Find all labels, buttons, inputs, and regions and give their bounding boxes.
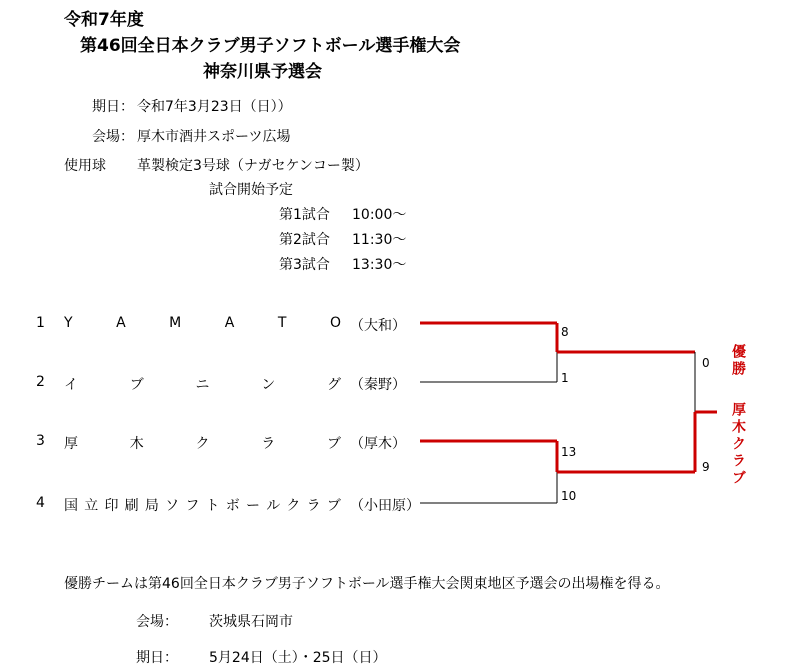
schedule-title: 試合開始予定 — [209, 182, 293, 198]
team-name-char: ラ — [306, 498, 321, 514]
team-name-char: ク — [195, 436, 210, 452]
team-name-char: M — [169, 315, 182, 331]
team-4-area: （小田原） — [350, 498, 420, 514]
score-final-bottom: 9 — [702, 460, 710, 474]
team-name-char: 刷 — [124, 498, 139, 514]
team-name-char: O — [329, 315, 341, 331]
ball-value: 革製検定3号球（ナガセケンコー製） — [137, 158, 369, 174]
team-2-area: （秦野） — [350, 377, 406, 393]
score-r1-bot-team4: 10 — [561, 489, 577, 503]
next-date-label: 期日： — [136, 650, 178, 666]
team-name-char: ブ — [326, 498, 341, 514]
team-name-char: 印 — [104, 498, 119, 514]
score-r1-bot-team3: 13 — [561, 445, 577, 459]
team-3-name — [64, 433, 341, 453]
team-name-char: ル — [266, 498, 281, 514]
team-2-name — [64, 374, 341, 394]
score-r1-top-team1: 8 — [561, 325, 569, 339]
team-4-name — [64, 495, 341, 515]
title-year: 令和7年度 — [64, 10, 144, 30]
team-name-char: ニ — [195, 377, 210, 393]
game-2-label: 第2試合 — [279, 232, 330, 248]
score-final-top: 0 — [702, 356, 710, 370]
game-1-label: 第1試合 — [279, 207, 330, 223]
team-name-char: ブ — [129, 377, 144, 393]
team-1-area: （大和） — [350, 318, 406, 334]
team-name-char: 局 — [144, 498, 159, 514]
team-name-char: ボ — [225, 498, 240, 514]
score-r1-top-team2: 1 — [561, 371, 569, 385]
team-name-char: ン — [261, 377, 276, 393]
team-name-char: ソ — [165, 498, 180, 514]
team-2-seed: 2 — [36, 374, 45, 390]
team-name-char: 立 — [84, 498, 99, 514]
game-2-time: 11:30〜 — [352, 232, 407, 248]
team-name-char: グ — [327, 377, 341, 393]
team-1-seed: 1 — [36, 315, 45, 331]
winner-label: 優勝 — [730, 344, 746, 378]
game-3-time: 13:30〜 — [352, 257, 407, 273]
ball-label: 使用球 — [64, 158, 106, 174]
team-name-char: フ — [185, 498, 200, 514]
team-name-char: Y — [64, 315, 73, 331]
team-name-char: ブ — [327, 436, 341, 452]
winner-name: 厚木クラブ — [730, 402, 746, 487]
next-date-value: 5月24日（土）・25日（日） — [209, 650, 387, 666]
team-3-seed: 3 — [36, 433, 45, 449]
team-name-char: 木 — [129, 436, 144, 452]
next-venue-label: 会場： — [136, 614, 178, 630]
game-1-time: 10:00〜 — [352, 207, 407, 223]
team-name-char: ク — [286, 498, 301, 514]
team-name-char: A — [224, 315, 235, 331]
game-3-label: 第3試合 — [279, 257, 330, 273]
team-name-char: ー — [245, 498, 260, 514]
team-name-char: A — [116, 315, 126, 331]
team-4-seed: 4 — [36, 495, 45, 511]
team-name-char: 厚 — [64, 436, 78, 452]
title-qualifier: 神奈川県予選会 — [203, 62, 322, 82]
team-name-char: ト — [205, 498, 220, 514]
qualification-note: 優勝チームは第46回全日本クラブ男子ソフトボール選手権大会関東地区予選会の出場権を得る。 — [64, 576, 670, 592]
venue-value: 厚木市酒井スポーツ広場 — [137, 129, 291, 145]
next-venue-value: 茨城県石岡市 — [209, 614, 293, 630]
venue-label: 会場： — [92, 129, 134, 145]
team-3-area: （厚木） — [350, 436, 406, 452]
team-name-char: T — [277, 315, 287, 331]
team-1-name — [64, 315, 341, 331]
team-name-char: ラ — [261, 436, 276, 452]
date-value: 令和7年3月23日（日）） — [137, 99, 292, 115]
team-name-char: イ — [64, 377, 78, 393]
date-label: 期日： — [92, 99, 134, 115]
team-name-char: 国 — [64, 498, 78, 514]
title-tournament: 第46回全日本クラブ男子ソフトボール選手権大会 — [80, 36, 461, 56]
